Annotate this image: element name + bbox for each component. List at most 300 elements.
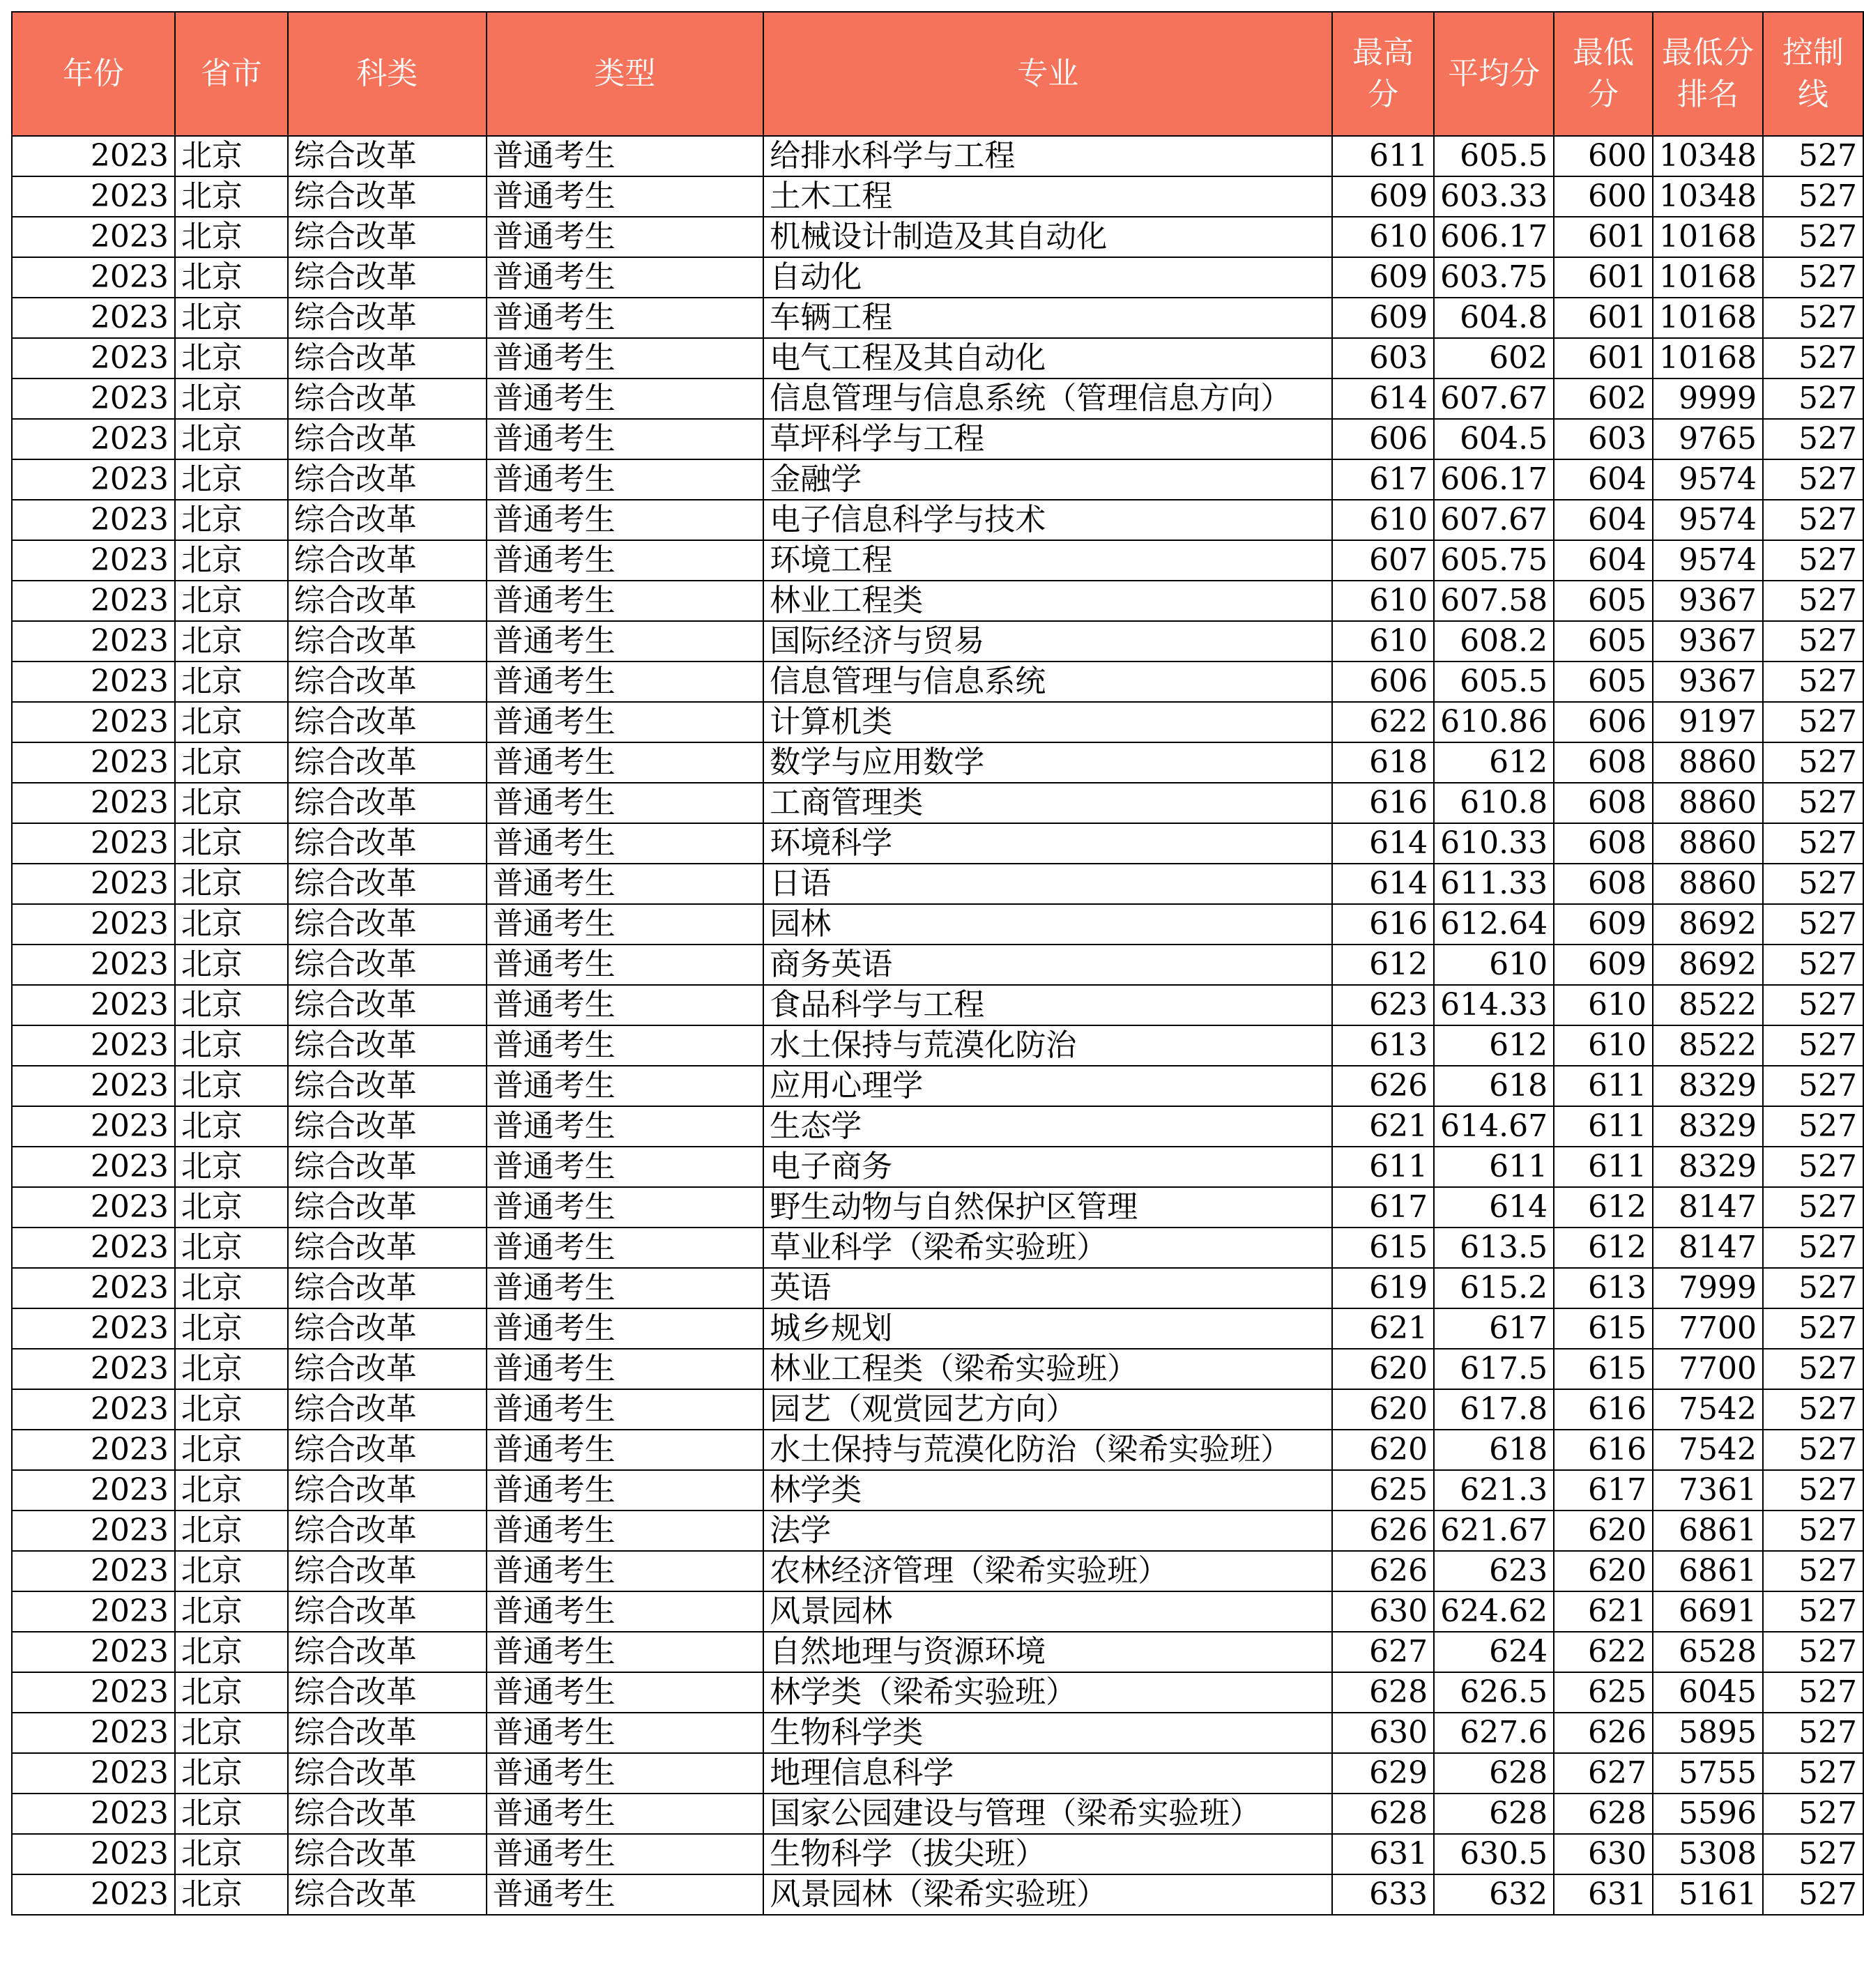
major-cell: 信息管理与信息系统（管理信息方向） xyxy=(763,379,1332,419)
type-cell: 普通考生 xyxy=(487,1591,764,1632)
control-line-cell: 527 xyxy=(1763,1753,1863,1794)
max-score-cell: 607 xyxy=(1332,540,1434,581)
table-row xyxy=(12,1834,1863,1874)
category-cell: 综合改革 xyxy=(288,904,487,945)
year-cell: 2023 xyxy=(12,1551,175,1591)
min-score-cell: 620 xyxy=(1554,1511,1653,1551)
table-row xyxy=(12,217,1863,257)
control-line-cell: 527 xyxy=(1763,1066,1863,1106)
province-cell: 北京 xyxy=(175,581,288,621)
province-cell: 北京 xyxy=(175,1632,288,1672)
type-cell: 普通考生 xyxy=(487,1268,764,1308)
control-line-cell: 527 xyxy=(1763,621,1863,662)
max-score-cell: 603 xyxy=(1332,338,1434,379)
year-cell: 2023 xyxy=(12,1672,175,1713)
year-cell: 2023 xyxy=(12,136,175,176)
type-cell: 普通考生 xyxy=(487,1187,764,1228)
table-row xyxy=(12,1632,1863,1672)
control-line-cell: 527 xyxy=(1763,419,1863,459)
min-rank-cell: 8860 xyxy=(1653,783,1763,823)
min-rank-cell: 10168 xyxy=(1653,257,1763,298)
type-cell: 普通考生 xyxy=(487,500,764,540)
major-cell: 车辆工程 xyxy=(763,298,1332,338)
province-cell: 北京 xyxy=(175,742,288,783)
category-cell: 综合改革 xyxy=(288,419,487,459)
max-score-cell: 610 xyxy=(1332,581,1434,621)
major-cell: 风景园林 xyxy=(763,1591,1332,1632)
control-line-cell: 527 xyxy=(1763,985,1863,1025)
avg-score-cell: 612 xyxy=(1434,1025,1554,1066)
year-cell: 2023 xyxy=(12,1470,175,1511)
type-cell: 普通考生 xyxy=(487,1106,764,1147)
max-score-cell: 630 xyxy=(1332,1591,1434,1632)
year-cell: 2023 xyxy=(12,1591,175,1632)
type-cell: 普通考生 xyxy=(487,742,764,783)
min-score-cell: 604 xyxy=(1554,500,1653,540)
table-row xyxy=(12,1228,1863,1268)
type-cell: 普通考生 xyxy=(487,176,764,217)
province-cell: 北京 xyxy=(175,298,288,338)
type-cell: 普通考生 xyxy=(487,1147,764,1187)
min-rank-cell: 9367 xyxy=(1653,581,1763,621)
avg-score-cell: 614 xyxy=(1434,1187,1554,1228)
avg-score-cell: 605.75 xyxy=(1434,540,1554,581)
avg-score-cell: 602 xyxy=(1434,338,1554,379)
min-score-cell: 608 xyxy=(1554,823,1653,864)
year-cell: 2023 xyxy=(12,459,175,500)
province-cell: 北京 xyxy=(175,257,288,298)
min-score-cell: 609 xyxy=(1554,904,1653,945)
header-min-rank: 最低分排名 xyxy=(1653,12,1763,136)
min-rank-cell: 8692 xyxy=(1653,945,1763,985)
type-cell: 普通考生 xyxy=(487,783,764,823)
major-cell: 水土保持与荒漠化防治 xyxy=(763,1025,1332,1066)
min-score-cell: 617 xyxy=(1554,1470,1653,1511)
min-score-cell: 602 xyxy=(1554,379,1653,419)
province-cell: 北京 xyxy=(175,459,288,500)
type-cell: 普通考生 xyxy=(487,1025,764,1066)
year-cell: 2023 xyxy=(12,1066,175,1106)
category-cell: 综合改革 xyxy=(288,459,487,500)
year-cell: 2023 xyxy=(12,298,175,338)
header-max-score: 最高分 xyxy=(1332,12,1434,136)
avg-score-cell: 624 xyxy=(1434,1632,1554,1672)
major-cell: 日语 xyxy=(763,864,1332,904)
min-score-cell: 601 xyxy=(1554,338,1653,379)
major-cell: 环境科学 xyxy=(763,823,1332,864)
province-cell: 北京 xyxy=(175,1389,288,1430)
year-cell: 2023 xyxy=(12,1632,175,1672)
min-score-cell: 605 xyxy=(1554,662,1653,702)
control-line-cell: 527 xyxy=(1763,742,1863,783)
type-cell: 普通考生 xyxy=(487,1349,764,1389)
header-year: 年份 xyxy=(12,12,175,136)
type-cell: 普通考生 xyxy=(487,540,764,581)
major-cell: 自动化 xyxy=(763,257,1332,298)
year-cell: 2023 xyxy=(12,1349,175,1389)
major-cell: 林业工程类 xyxy=(763,581,1332,621)
max-score-cell: 610 xyxy=(1332,500,1434,540)
header-control-line: 控制线 xyxy=(1763,12,1863,136)
control-line-cell: 527 xyxy=(1763,1228,1863,1268)
category-cell: 综合改革 xyxy=(288,662,487,702)
min-score-cell: 612 xyxy=(1554,1187,1653,1228)
province-cell: 北京 xyxy=(175,1591,288,1632)
province-cell: 北京 xyxy=(175,1025,288,1066)
min-score-cell: 611 xyxy=(1554,1106,1653,1147)
avg-score-cell: 612 xyxy=(1434,742,1554,783)
type-cell: 普通考生 xyxy=(487,1470,764,1511)
avg-score-cell: 608.2 xyxy=(1434,621,1554,662)
min-rank-cell: 7999 xyxy=(1653,1268,1763,1308)
table-row xyxy=(12,298,1863,338)
control-line-cell: 527 xyxy=(1763,1470,1863,1511)
max-score-cell: 626 xyxy=(1332,1066,1434,1106)
min-score-cell: 601 xyxy=(1554,257,1653,298)
type-cell: 普通考生 xyxy=(487,217,764,257)
category-cell: 综合改革 xyxy=(288,1430,487,1470)
min-rank-cell: 8329 xyxy=(1653,1106,1763,1147)
table-row xyxy=(12,1430,1863,1470)
control-line-cell: 527 xyxy=(1763,136,1863,176)
min-rank-cell: 9574 xyxy=(1653,540,1763,581)
min-score-cell: 613 xyxy=(1554,1268,1653,1308)
type-cell: 普通考生 xyxy=(487,1672,764,1713)
type-cell: 普通考生 xyxy=(487,1308,764,1349)
min-rank-cell: 6528 xyxy=(1653,1632,1763,1672)
avg-score-cell: 621.3 xyxy=(1434,1470,1554,1511)
table-row xyxy=(12,904,1863,945)
min-rank-cell: 6691 xyxy=(1653,1591,1763,1632)
year-cell: 2023 xyxy=(12,1713,175,1753)
type-cell: 普通考生 xyxy=(487,1874,764,1915)
control-line-cell: 527 xyxy=(1763,1106,1863,1147)
min-rank-cell: 8860 xyxy=(1653,864,1763,904)
min-score-cell: 630 xyxy=(1554,1834,1653,1874)
min-rank-cell: 6861 xyxy=(1653,1511,1763,1551)
max-score-cell: 627 xyxy=(1332,1632,1434,1672)
category-cell: 综合改革 xyxy=(288,581,487,621)
table-row xyxy=(12,500,1863,540)
control-line-cell: 527 xyxy=(1763,1672,1863,1713)
avg-score-cell: 618 xyxy=(1434,1430,1554,1470)
major-cell: 城乡规划 xyxy=(763,1308,1332,1349)
major-cell: 林业工程类（梁希实验班） xyxy=(763,1349,1332,1389)
control-line-cell: 527 xyxy=(1763,1147,1863,1187)
category-cell: 综合改革 xyxy=(288,985,487,1025)
table-row xyxy=(12,662,1863,702)
type-cell: 普通考生 xyxy=(487,1794,764,1834)
control-line-cell: 527 xyxy=(1763,1349,1863,1389)
province-cell: 北京 xyxy=(175,1511,288,1551)
min-score-cell: 604 xyxy=(1554,459,1653,500)
max-score-cell: 629 xyxy=(1332,1753,1434,1794)
control-line-cell: 527 xyxy=(1763,702,1863,742)
major-cell: 生态学 xyxy=(763,1106,1332,1147)
avg-score-cell: 615.2 xyxy=(1434,1268,1554,1308)
control-line-cell: 527 xyxy=(1763,1308,1863,1349)
category-cell: 综合改革 xyxy=(288,621,487,662)
min-rank-cell: 8860 xyxy=(1653,742,1763,783)
type-cell: 普通考生 xyxy=(487,662,764,702)
year-cell: 2023 xyxy=(12,1834,175,1874)
type-cell: 普通考生 xyxy=(487,1551,764,1591)
min-score-cell: 628 xyxy=(1554,1794,1653,1834)
table-row xyxy=(12,985,1863,1025)
table-row xyxy=(12,783,1863,823)
province-cell: 北京 xyxy=(175,1066,288,1106)
table-row xyxy=(12,1308,1863,1349)
major-cell: 国际经济与贸易 xyxy=(763,621,1332,662)
province-cell: 北京 xyxy=(175,1551,288,1591)
min-rank-cell: 9367 xyxy=(1653,662,1763,702)
avg-score-cell: 605.5 xyxy=(1434,136,1554,176)
header-row xyxy=(12,12,1863,136)
max-score-cell: 618 xyxy=(1332,742,1434,783)
major-cell: 电气工程及其自动化 xyxy=(763,338,1332,379)
category-cell: 综合改革 xyxy=(288,1228,487,1268)
avg-score-cell: 610 xyxy=(1434,945,1554,985)
category-cell: 综合改革 xyxy=(288,1349,487,1389)
min-rank-cell: 10168 xyxy=(1653,338,1763,379)
table-row xyxy=(12,1874,1863,1915)
control-line-cell: 527 xyxy=(1763,662,1863,702)
province-cell: 北京 xyxy=(175,1187,288,1228)
category-cell: 综合改革 xyxy=(288,1551,487,1591)
control-line-cell: 527 xyxy=(1763,298,1863,338)
year-cell: 2023 xyxy=(12,904,175,945)
max-score-cell: 619 xyxy=(1332,1268,1434,1308)
max-score-cell: 614 xyxy=(1332,379,1434,419)
major-cell: 自然地理与资源环境 xyxy=(763,1632,1332,1672)
min-rank-cell: 10348 xyxy=(1653,176,1763,217)
control-line-cell: 527 xyxy=(1763,500,1863,540)
max-score-cell: 622 xyxy=(1332,702,1434,742)
major-cell: 机械设计制造及其自动化 xyxy=(763,217,1332,257)
category-cell: 综合改革 xyxy=(288,379,487,419)
type-cell: 普通考生 xyxy=(487,945,764,985)
avg-score-cell: 627.6 xyxy=(1434,1713,1554,1753)
major-cell: 林学类（梁希实验班） xyxy=(763,1672,1332,1713)
table-row xyxy=(12,1753,1863,1794)
min-score-cell: 603 xyxy=(1554,419,1653,459)
min-score-cell: 621 xyxy=(1554,1591,1653,1632)
type-cell: 普通考生 xyxy=(487,459,764,500)
max-score-cell: 623 xyxy=(1332,985,1434,1025)
province-cell: 北京 xyxy=(175,1470,288,1511)
major-cell: 商务英语 xyxy=(763,945,1332,985)
min-rank-cell: 8147 xyxy=(1653,1228,1763,1268)
control-line-cell: 527 xyxy=(1763,945,1863,985)
avg-score-cell: 606.17 xyxy=(1434,217,1554,257)
min-rank-cell: 5161 xyxy=(1653,1874,1763,1915)
max-score-cell: 621 xyxy=(1332,1308,1434,1349)
year-cell: 2023 xyxy=(12,379,175,419)
header-min-score: 最低分 xyxy=(1554,12,1653,136)
min-rank-cell: 8860 xyxy=(1653,823,1763,864)
major-cell: 数学与应用数学 xyxy=(763,742,1332,783)
avg-score-cell: 623 xyxy=(1434,1551,1554,1591)
control-line-cell: 527 xyxy=(1763,379,1863,419)
max-score-cell: 625 xyxy=(1332,1470,1434,1511)
max-score-cell: 611 xyxy=(1332,1147,1434,1187)
min-score-cell: 625 xyxy=(1554,1672,1653,1713)
major-cell: 土木工程 xyxy=(763,176,1332,217)
type-cell: 普通考生 xyxy=(487,581,764,621)
control-line-cell: 527 xyxy=(1763,540,1863,581)
year-cell: 2023 xyxy=(12,1308,175,1349)
year-cell: 2023 xyxy=(12,1268,175,1308)
year-cell: 2023 xyxy=(12,621,175,662)
table-row xyxy=(12,742,1863,783)
max-score-cell: 621 xyxy=(1332,1106,1434,1147)
year-cell: 2023 xyxy=(12,823,175,864)
control-line-cell: 527 xyxy=(1763,581,1863,621)
province-cell: 北京 xyxy=(175,217,288,257)
table-row xyxy=(12,1147,1863,1187)
category-cell: 综合改革 xyxy=(288,1187,487,1228)
year-cell: 2023 xyxy=(12,985,175,1025)
min-rank-cell: 9574 xyxy=(1653,500,1763,540)
max-score-cell: 633 xyxy=(1332,1874,1434,1915)
min-rank-cell: 6045 xyxy=(1653,1672,1763,1713)
table-row xyxy=(12,1389,1863,1430)
min-score-cell: 604 xyxy=(1554,540,1653,581)
type-cell: 普通考生 xyxy=(487,379,764,419)
min-score-cell: 608 xyxy=(1554,864,1653,904)
table-row xyxy=(12,1551,1863,1591)
min-rank-cell: 5308 xyxy=(1653,1834,1763,1874)
category-cell: 综合改革 xyxy=(288,1511,487,1551)
table-row xyxy=(12,338,1863,379)
avg-score-cell: 614.33 xyxy=(1434,985,1554,1025)
min-rank-cell: 7542 xyxy=(1653,1389,1763,1430)
max-score-cell: 626 xyxy=(1332,1511,1434,1551)
type-cell: 普通考生 xyxy=(487,823,764,864)
avg-score-cell: 610.8 xyxy=(1434,783,1554,823)
header-province: 省市 xyxy=(175,12,288,136)
max-score-cell: 620 xyxy=(1332,1389,1434,1430)
min-score-cell: 612 xyxy=(1554,1228,1653,1268)
min-score-cell: 615 xyxy=(1554,1308,1653,1349)
min-rank-cell: 8692 xyxy=(1653,904,1763,945)
min-rank-cell: 8147 xyxy=(1653,1187,1763,1228)
control-line-cell: 527 xyxy=(1763,1551,1863,1591)
year-cell: 2023 xyxy=(12,1430,175,1470)
category-cell: 综合改革 xyxy=(288,1147,487,1187)
table-row xyxy=(12,379,1863,419)
max-score-cell: 609 xyxy=(1332,298,1434,338)
min-score-cell: 622 xyxy=(1554,1632,1653,1672)
control-line-cell: 527 xyxy=(1763,257,1863,298)
min-rank-cell: 7542 xyxy=(1653,1430,1763,1470)
max-score-cell: 620 xyxy=(1332,1430,1434,1470)
major-cell: 计算机类 xyxy=(763,702,1332,742)
table-row xyxy=(12,257,1863,298)
max-score-cell: 610 xyxy=(1332,621,1434,662)
table-row xyxy=(12,1349,1863,1389)
table-row xyxy=(12,823,1863,864)
major-cell: 农林经济管理（梁希实验班） xyxy=(763,1551,1332,1591)
category-cell: 综合改革 xyxy=(288,1389,487,1430)
province-cell: 北京 xyxy=(175,783,288,823)
major-cell: 园艺（观赏园艺方向） xyxy=(763,1389,1332,1430)
type-cell: 普通考生 xyxy=(487,621,764,662)
max-score-cell: 630 xyxy=(1332,1713,1434,1753)
avg-score-cell: 617 xyxy=(1434,1308,1554,1349)
category-cell: 综合改革 xyxy=(288,1794,487,1834)
province-cell: 北京 xyxy=(175,338,288,379)
category-cell: 综合改革 xyxy=(288,1106,487,1147)
max-score-cell: 614 xyxy=(1332,864,1434,904)
min-score-cell: 600 xyxy=(1554,136,1653,176)
type-cell: 普通考生 xyxy=(487,257,764,298)
category-cell: 综合改革 xyxy=(288,217,487,257)
province-cell: 北京 xyxy=(175,500,288,540)
category-cell: 综合改革 xyxy=(288,702,487,742)
control-line-cell: 527 xyxy=(1763,864,1863,904)
max-score-cell: 612 xyxy=(1332,945,1434,985)
major-cell: 水土保持与荒漠化防治（梁希实验班） xyxy=(763,1430,1332,1470)
year-cell: 2023 xyxy=(12,1147,175,1187)
year-cell: 2023 xyxy=(12,1874,175,1915)
min-rank-cell: 8522 xyxy=(1653,985,1763,1025)
year-cell: 2023 xyxy=(12,419,175,459)
max-score-cell: 617 xyxy=(1332,1187,1434,1228)
province-cell: 北京 xyxy=(175,379,288,419)
year-cell: 2023 xyxy=(12,217,175,257)
province-cell: 北京 xyxy=(175,864,288,904)
year-cell: 2023 xyxy=(12,1106,175,1147)
category-cell: 综合改革 xyxy=(288,1591,487,1632)
table-row xyxy=(12,864,1863,904)
year-cell: 2023 xyxy=(12,1389,175,1430)
year-cell: 2023 xyxy=(12,1025,175,1066)
admission-scores-table xyxy=(11,11,1864,1916)
min-rank-cell: 7361 xyxy=(1653,1470,1763,1511)
type-cell: 普通考生 xyxy=(487,985,764,1025)
year-cell: 2023 xyxy=(12,1511,175,1551)
type-cell: 普通考生 xyxy=(487,1753,764,1794)
avg-score-cell: 603.75 xyxy=(1434,257,1554,298)
category-cell: 综合改革 xyxy=(288,1713,487,1753)
min-rank-cell: 10168 xyxy=(1653,217,1763,257)
year-cell: 2023 xyxy=(12,783,175,823)
min-rank-cell: 5596 xyxy=(1653,1794,1763,1834)
major-cell: 工商管理类 xyxy=(763,783,1332,823)
header-candidate-type: 类型 xyxy=(487,12,764,136)
control-line-cell: 527 xyxy=(1763,1389,1863,1430)
min-score-cell: 611 xyxy=(1554,1066,1653,1106)
table-row xyxy=(12,1470,1863,1511)
category-cell: 综合改革 xyxy=(288,136,487,176)
category-cell: 综合改革 xyxy=(288,298,487,338)
control-line-cell: 527 xyxy=(1763,217,1863,257)
avg-score-cell: 626.5 xyxy=(1434,1672,1554,1713)
control-line-cell: 527 xyxy=(1763,1713,1863,1753)
table-row xyxy=(12,419,1863,459)
control-line-cell: 527 xyxy=(1763,1511,1863,1551)
year-cell: 2023 xyxy=(12,338,175,379)
type-cell: 普通考生 xyxy=(487,419,764,459)
province-cell: 北京 xyxy=(175,540,288,581)
min-score-cell: 601 xyxy=(1554,298,1653,338)
min-score-cell: 615 xyxy=(1554,1349,1653,1389)
province-cell: 北京 xyxy=(175,1268,288,1308)
table-row xyxy=(12,581,1863,621)
max-score-cell: 609 xyxy=(1332,176,1434,217)
year-cell: 2023 xyxy=(12,540,175,581)
